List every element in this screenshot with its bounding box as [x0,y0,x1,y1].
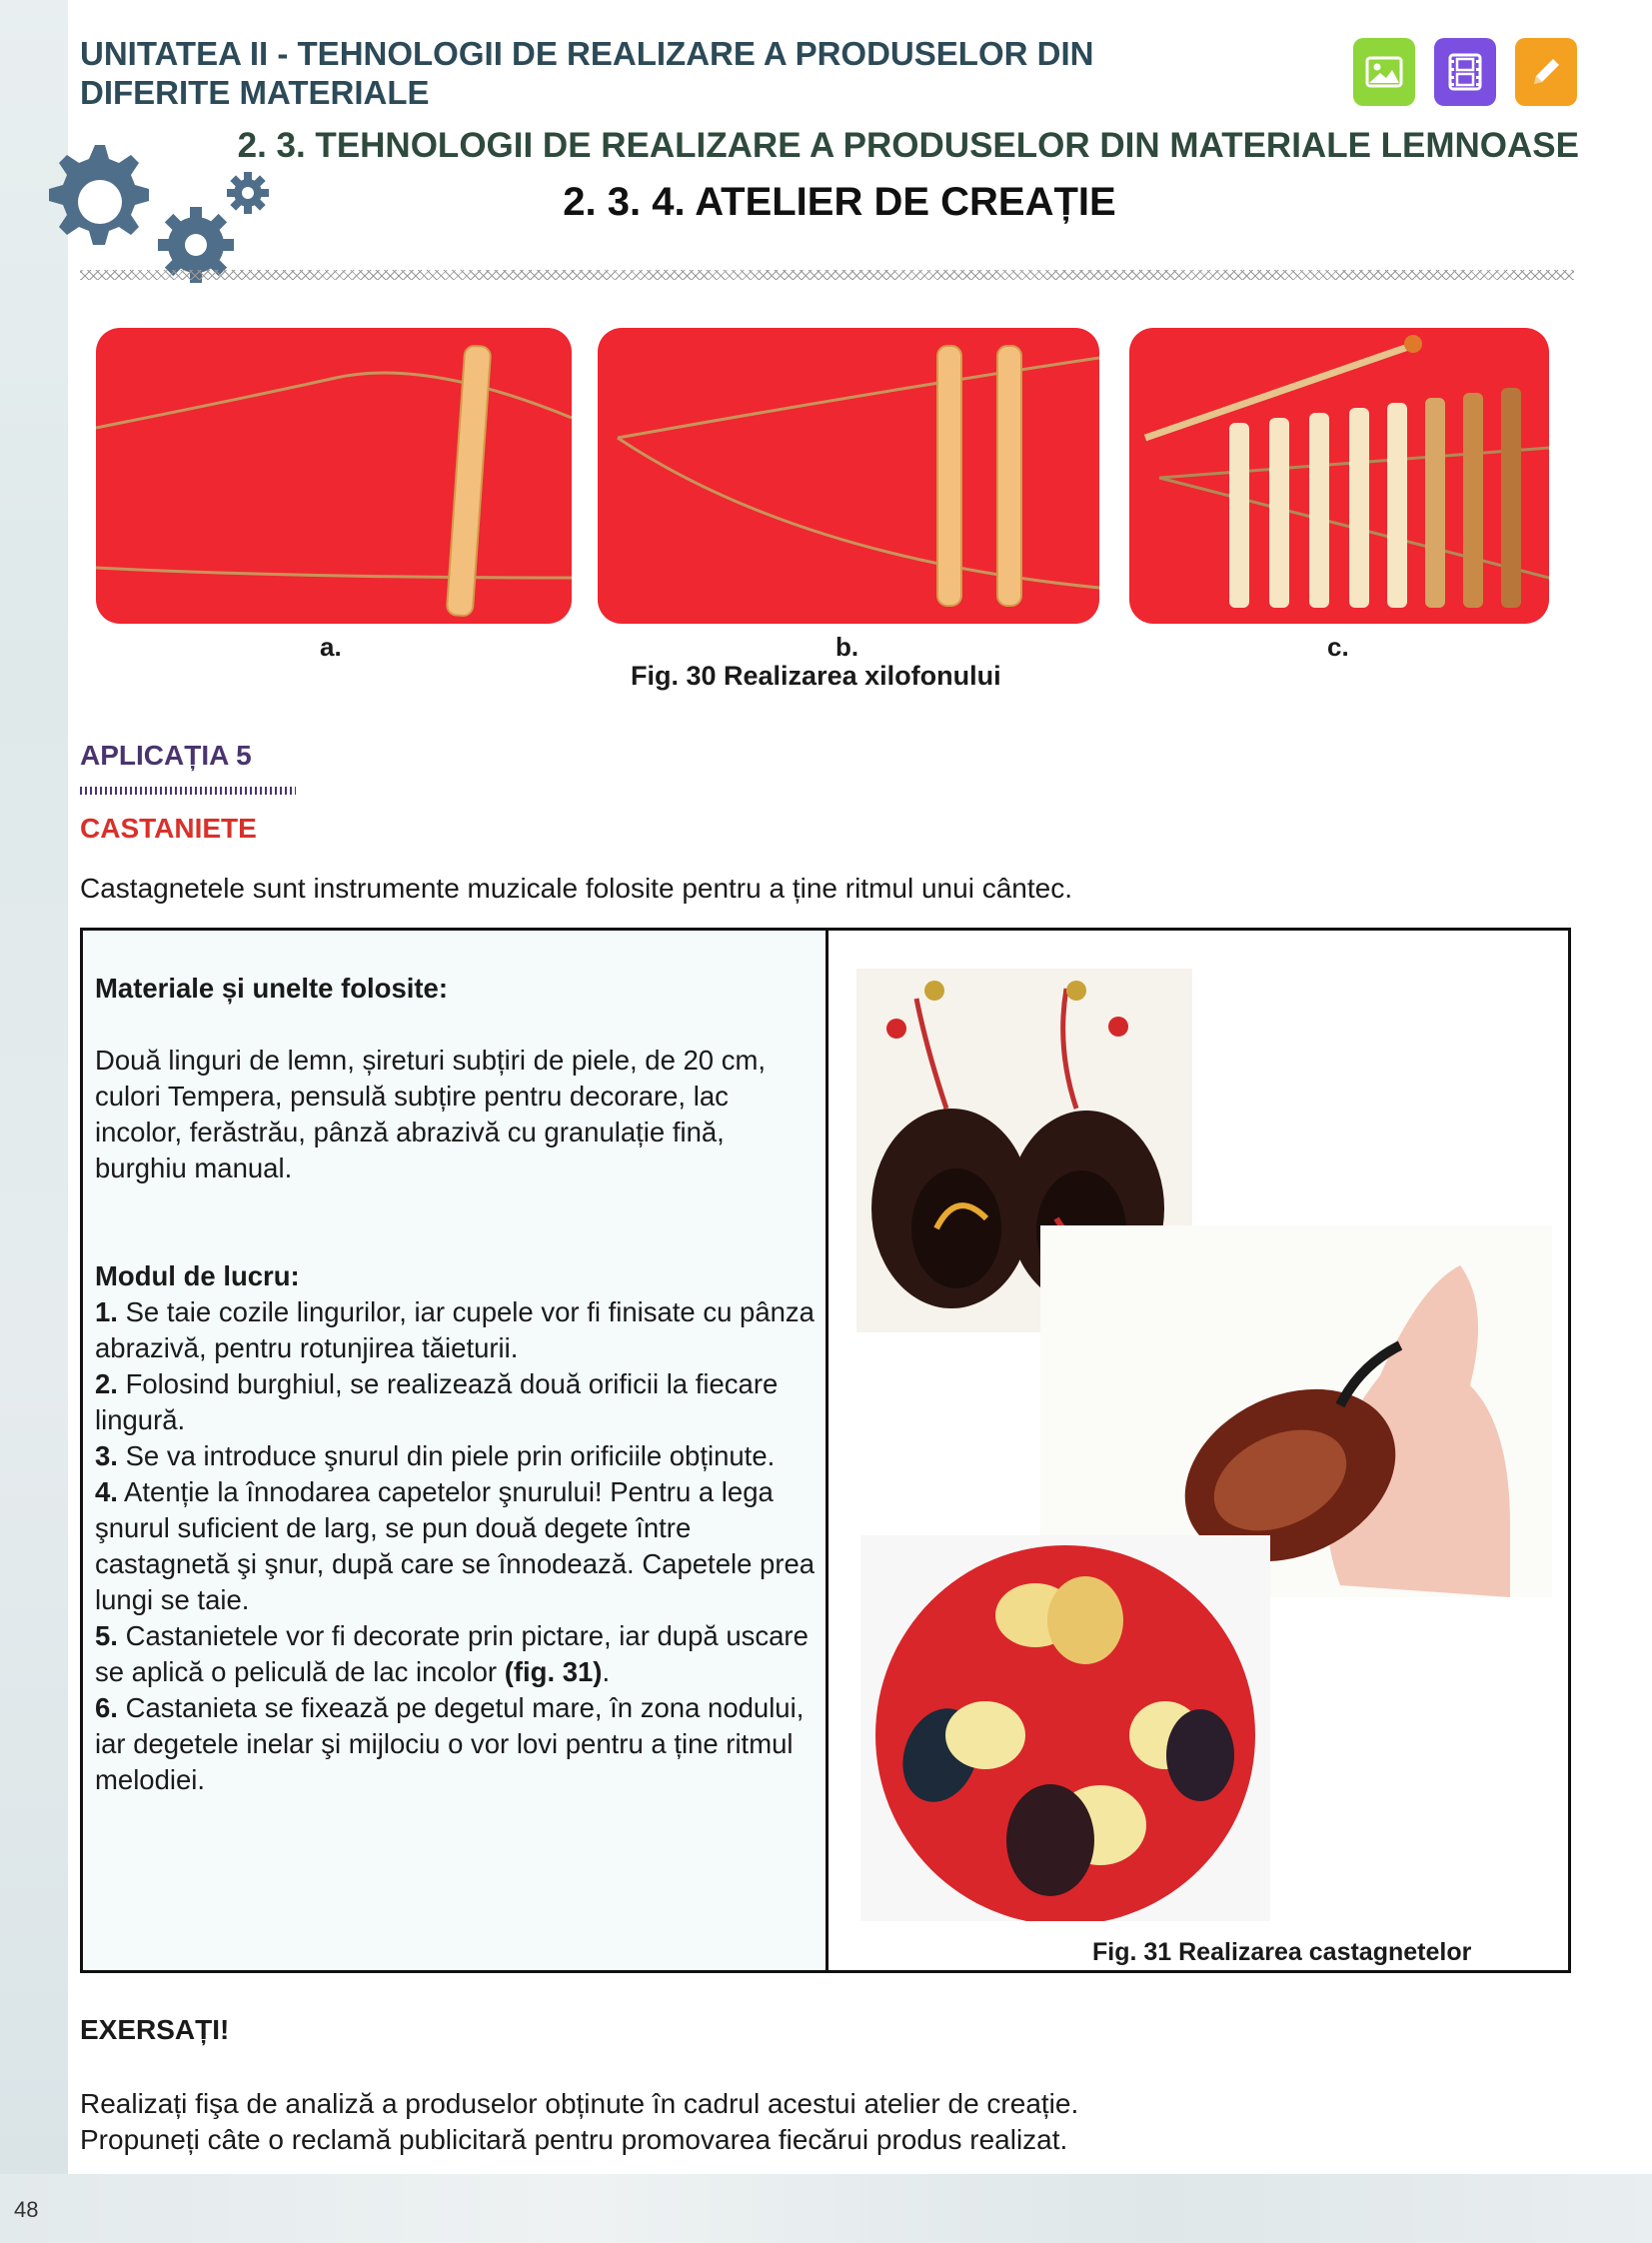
figure-label-c: c. [1327,632,1349,662]
step-5: 5. Castanietele vor fi decorate prin pictare, iar după uscare se aplică o peliculă de lac incolor (fig. 31). [95,1620,809,1687]
figure-31-caption: Fig. 31 Realizarea castagnetelor [1092,1938,1472,1966]
figure-label-b: b. [835,632,859,662]
decorative-marble-left-strip [0,0,68,2243]
page-number: 48 [14,2197,39,2222]
exercise-line-1: Realizați fişa de analiză a produselor obținute în cadrul acestui atelier de creație. [80,2088,1079,2119]
step-6: 6. Castanieta se fixează pe degetul mare, în zona nodului, iar degetele inelar şi mijlociu o vor lovi pentru a ține ritmul melodiei. [95,1692,805,1795]
xylophone-photo-c [1129,328,1549,624]
section-title: 2. 3. TEHNOLOGII DE REALIZARE A PRODUSELOR DIN MATERIALE LEMNOASE [237,126,1579,165]
media-icons [1353,38,1577,106]
materials-text: Două linguri de lemn, șireturi subțiri de piele, de 20 cm, culori Tempera, pensulă subțire pentru decorare, lac incolor, ferăstrău, pânză abrazivă cu granulație fină, burghiu manual. [95,1045,767,1183]
pencil-icon[interactable] [1515,38,1577,106]
image-icon[interactable] [1353,38,1415,106]
header-divider [80,270,1574,280]
application-title: APLICAȚIA 5 [80,740,252,771]
step-3: 3. Se va introduce şnurul din piele prin orificiile obținute. [95,1440,776,1471]
materials-heading: Materiale și unelte folosite: [95,973,449,1004]
method-heading: Modul de lucru: [95,1260,300,1291]
xylophone-photo-b [598,328,1099,624]
castanets-on-red-plate-photo [860,1535,1270,1921]
step-2: 2. Folosind burghiul, se realizează două orificii la fiecare lingură. [95,1368,779,1435]
figure-label-a: a. [320,632,342,662]
step-4: 4. Atenție la înnodarea capetelor şnurului! Pentru a lega şnurul suficient de larg, se pun două degete între castagnetă şi şnur, după care se înnodează. Capetele prea lungi se taie. [95,1476,816,1615]
figure-30-caption: Fig. 30 Realizarea xilofonului [631,661,1001,691]
exercise-line-2: Propuneți câte o reclamă publicitară pentru promovarea fiecărui produs realizat. [80,2124,1068,2155]
application-subtitle: CASTANIETE [80,813,257,844]
intro-text: Castagnetele sunt instrumente muzicale folosite pentru a ține ritmul unui cântec. [80,873,1072,904]
film-icon[interactable] [1434,38,1496,106]
instructions-column [83,931,828,1970]
exercise-title: EXERSAȚI! [80,2014,230,2045]
lesson-title: 2. 3. 4. ATELIER DE CREAȚIE [563,180,1116,224]
application-title-underline [80,787,296,795]
unit-title: UNITATEA II - TEHNOLOGII DE REALIZARE A PRODUSELOR DIN DIFERITE MATERIALE [80,35,1094,111]
instructions-box [80,928,1571,1973]
instructions-text [95,971,820,1798]
xylophone-photo-a [96,328,572,624]
decorative-marble-bottom-strip [0,2174,1652,2243]
fig-31-reference: (fig. 31) [504,1656,603,1687]
step-1: 1. Se taie cozile lingurilor, iar cupele vor fi finisate cu pânza abrazivă, pentru rotunjirea tăieturii. [95,1296,815,1363]
exercise-text [80,2086,1078,2158]
